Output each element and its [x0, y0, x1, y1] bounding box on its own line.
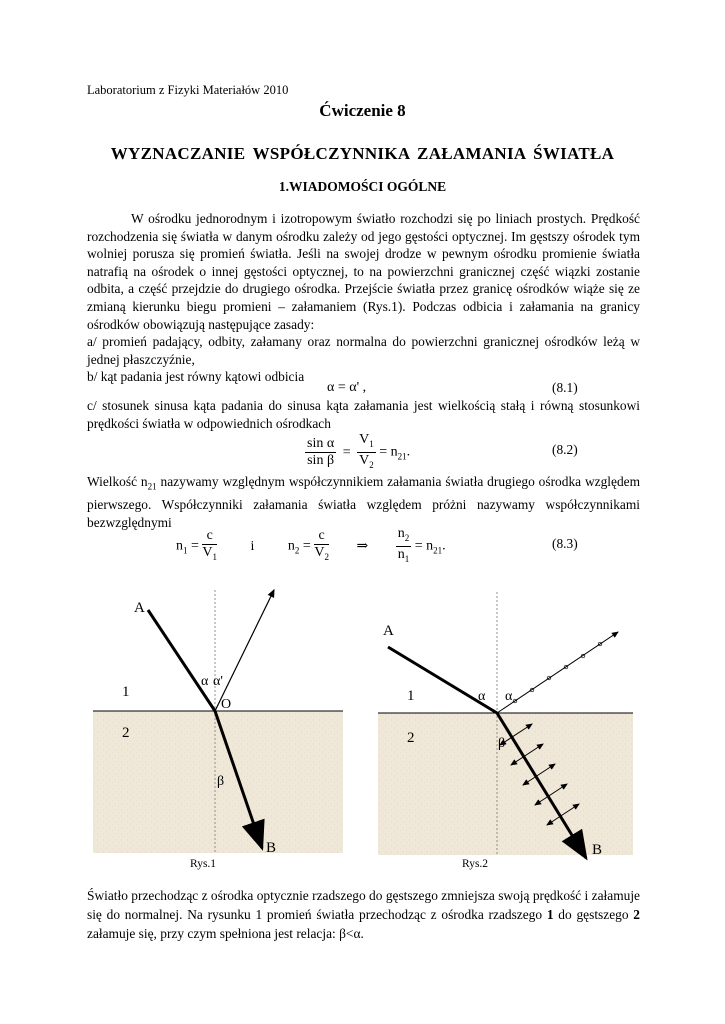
fig2-alpha-2: α [505, 689, 513, 704]
fig2-label-A: A [383, 623, 394, 639]
figures-svg [0, 580, 725, 880]
equation-8-2-number: (8.2) [552, 442, 578, 457]
exercise-title: Ćwiczenie 8 [319, 101, 406, 120]
fig1-alpha: α [201, 674, 209, 689]
figure-2 [378, 592, 633, 870]
fig1-caption: Rys.1 [190, 858, 217, 870]
intro-block [87, 210, 640, 386]
fig2-label-B: B [592, 842, 603, 858]
intro-paragraph: W ośrodku jednorodnym i izotropowym światło rozchodzi się po liniach prostych. Prędkość rozchodzenia się światła w danym ośrodku zależy od jego gęstości optycznej. Im gęstszy ośrodek tym wolniej porusza się promień światła. Jeśli na swojej drodze w pewnym ośrodku promienie światła natrafią na ośrodek o innej gęstości optycznej, to na powierzchni granicznej część wiązki zostanie odbita, a część przejdzie do drugiego ośrodka. Przejście światła przez granicę ośrodków wiąże się ze zmianą kierunku biegu promieni – załamaniem (Rys.1). Podczas odbicia i załamania na granicy ośrodków obowiązują następujące zasady: [87, 211, 640, 332]
rule-c: c/ stosunek sinusa kąta padania do sinusa kąta załamania jest wielkością stałą i równą stosunkowi prędkości światła w odpowiednich ośrodkach [87, 398, 640, 431]
equation-8-2: $\frac{\text{sin α}}{\text{sin β}}$ = $\frac{V_1}{V_2}$ = $n_{21}$. [305, 432, 410, 473]
medium-2-region-2 [378, 713, 633, 855]
paragraph-n21: Wielkość $n_{21}$ nazywamy względnym współczynnikiem załamania światła drugiego ośrodka względem pierwszego. Współczynniki załamania światła względem próżni nazywamy współczynnikami bezwzględnymi [87, 474, 641, 530]
eq2-mid-fraction: $\frac{V_1}{V_2}$ [359, 432, 374, 470]
rule-b: b/ kąt padania jest równy kątowi odbicia [87, 369, 305, 385]
fig2-beta: β [498, 736, 506, 751]
section-title: 1.WIADOMOŚCI OGÓLNE [278, 179, 447, 194]
reflected-ray-2 [497, 632, 618, 713]
fig1-label-A: A [134, 600, 145, 616]
fig2-caption: Rys.2 [462, 858, 489, 870]
fig2-medium-1: 1 [407, 688, 415, 704]
eq2-lhs-fraction: $\frac{\text{sin α}}{\text{sin β}}$ [307, 435, 335, 468]
fig1-medium-2: 2 [122, 725, 130, 741]
reflected-ray [215, 590, 274, 711]
fig2-medium-2: 2 [407, 730, 415, 746]
fig1-medium-1: 1 [122, 684, 130, 700]
fig1-alpha-prime: α' [213, 674, 223, 689]
equation-8-1: α = α' , [327, 380, 367, 395]
fig1-label-O: O [221, 697, 232, 712]
document-header: Laboratorium z Fizyki Materiałów 2010 [87, 83, 289, 97]
bottom-paragraph: Światło przechodząc z ośrodka optycznie rzadszego do gęstszego zmniejsza swoją prędkość i załamuje się do normalnej. Na rysunku 1 promień światła przechodząc z ośrodka rzadszego 1 do gęstszego 2 załamuje się, przy czym spełniona jest relacja: β<α. [87, 888, 640, 941]
rule-a: a/ promień padający, odbity, załamany oraz normalna do powierzchni granicznej ośrodków leżą w jednej płaszczyźnie, [87, 334, 640, 367]
incident-ray [148, 610, 215, 711]
main-title: WYZNACZANIE WSPÓŁCZYNNIKA ZAŁAMANIA ŚWIATŁA [110, 144, 615, 163]
fig2-alpha-1: α [478, 689, 486, 704]
equation-8-3-number: (8.3) [552, 536, 578, 551]
figure-1 [93, 590, 343, 870]
fig1-label-B: B [266, 840, 277, 856]
equation-8-3: $n_1$ = $\frac{c}{V_1}$ i $n_2$ = $\frac{c}{V_2}$ ⇒ $\frac{n_2}{n_1}$ = $n_{21}$. [176, 526, 446, 564]
fig1-beta: β [217, 774, 225, 789]
equation-8-1-number: (8.1) [552, 380, 578, 395]
